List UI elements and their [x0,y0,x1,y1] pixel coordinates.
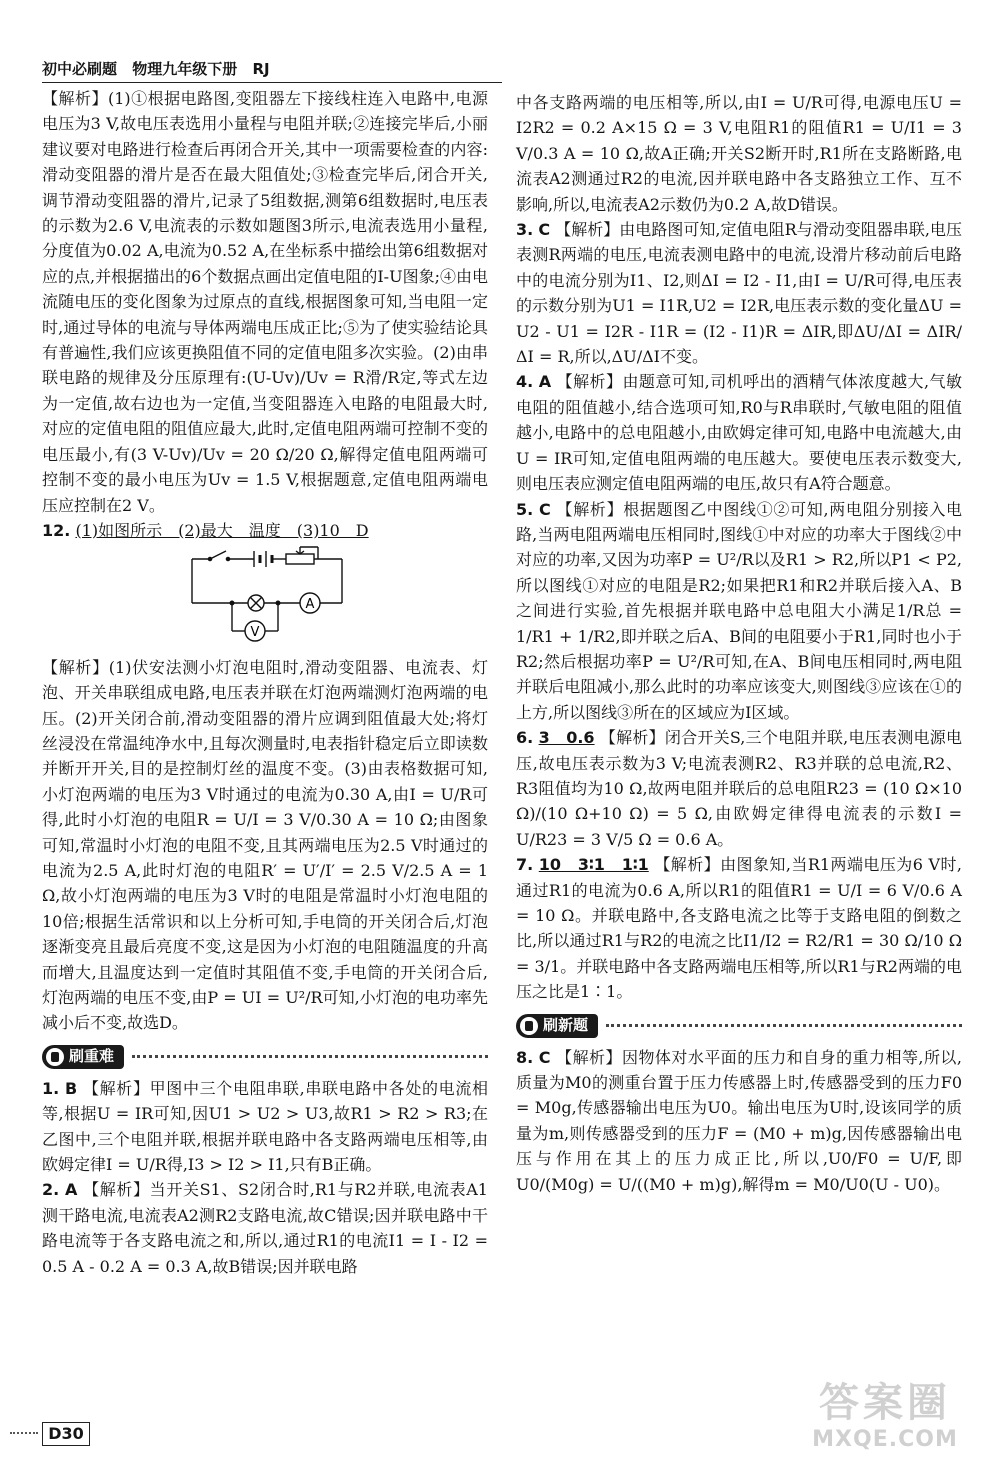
q8-item [516,1045,962,1197]
section-new-label: 刷新题 [543,1015,589,1034]
q6-item [516,725,962,852]
section-hard [42,1042,488,1072]
q5-answer: C [539,499,551,519]
section-badge-hard [42,1045,124,1069]
q8-number: 8. [516,1047,534,1067]
q2-answer: A [64,1180,78,1200]
q2-analysis-continued: 中各支路两端的电压相等,所以,由I = U/R可得,电源电压U = I2R2 = 0.2 A×15 Ω = 3 V,电阻R1的阻值R1 = U/I1 = 3 V/0.3 A = 10 Ω,故A正确;开关S2断开时,R1所在支路断路,电流表A2测通过R2的电流,因并联电路中各支路独立工作、互不影响,所以,电流表A2示数仍为0.2 A,故D错误。 [516,93,962,214]
q7-analysis: 【解析】由图象知,当R1两端电压为6 V时,通过R1的电流为0.6 A,所以R1的阻值R1 = U/I = 6 V/0.6 A = 10 Ω。并联电路中,各支路电流之比等于支路电阻的倒数之比,所以通过R1与R2的电流之比I1/I2 = R2/R1 = 30 Ω/10 Ω = 3/1。并联电路中各支路两端电压相等,所以R1与R2两端的电压之比是1∶1。 [516,855,962,1002]
q5-number: 5. [516,499,534,519]
subject-title: 物理九年级下册 [132,60,238,78]
q3-answer: C [538,220,551,240]
page-number: D30 [42,1422,90,1446]
q1-answer: B [64,1078,78,1098]
watermark [780,1380,990,1460]
dotted-divider [606,1024,962,1027]
q12-number: 12. [42,520,71,540]
side-dotted-line [10,1432,38,1434]
ammeter-label: A [305,597,315,613]
q5-item [516,497,962,726]
dotted-divider [132,1055,488,1058]
left-column [42,86,488,1279]
q2-item [42,1177,488,1279]
circuit-svg [182,545,352,643]
section-new [516,1011,962,1041]
right-column [516,90,962,1197]
circuit-diagram [182,545,488,650]
q4-number: 4. [516,372,534,392]
q4-answer: A [538,372,552,392]
running-header [42,58,502,83]
q1-item [42,1076,488,1178]
q12-answer: (1)如图所示 (2)最大 温度 (3)10 D [75,520,369,540]
watermark-url: MXQE.COM [812,1427,958,1452]
series-title: 初中必刷题 [42,60,118,78]
q12-answer-line [42,518,488,543]
q7-item [516,852,962,1004]
q11-analysis: 【解析】(1)①根据电路图,变阻器左下接线柱连入电路中,电源电压为3 V,故电压表选用小量程与电阻并联;②连接完毕后,小丽建议要对电路进行检查后再闭合开关,其中一项需要检查的内容:滑动变阻器的滑片是否在最大阻值处;③检查完毕后,闭合开关,调节滑动变阻器的滑片,记录了5组数据,测第6组数据时,电压表的示数为2.6 V,电流表的示数如题图3所示,电流表选用小量程,分度值为0.02 A,电流为0.52 A,在坐标系中描绘出第6组数据对应的点,并根据描出的6个数据点画出定值电阻的I-U图象;④由电流随电压的变化图象为过原点的直线,根据图象可知,当电阻一定时,通过导体的电流与导体两端电压成正比;⑤为了使实验结论具有普遍性,我们应该更换阻值不同的定值电阻多次实验。(2)由串联电路的规律及分压原理有:(U-Uv)/Uv = R滑/R定,等式左边为一定值,故右边也为一定值,当变阻器连入电路的电阻最大时,对应的定值电阻的阻值应最大,此时,定值电阻两端可控制不变的电压最小,有(3 V-Uv)/Uv = 20 Ω/20 Ω,解得定值电阻两端可控制不变的最小电压为Uv = 1.5 V,根据题意,定值电阻两端电压应控制在2 V。 [42,89,488,515]
q8-analysis: 【解析】因物体对水平面的压力和自身的重力相等,所以,质量为M0的测重台置于压力传感器上时,传感器受到的压力F0 = M0g,传感器输出电压为U0。输出电压为U时,设该同学的质量为m,则传感器受到的压力F = (M0 + m)g,因传感器输出电压与作用在其上的压力成正比,所以,U0/F0 = U/F,即U0/(M0g) = U/((M0 + m)g),解得m = M0/U0(U - U0)。 [516,1047,962,1194]
q4-analysis: 【解析】由题意可知,司机呼出的酒精气体浓度越大,气敏电阻的阻值越小,结合选项可知,R0与R串联时,气敏电阻的阻值越小,电路中的总电阻越小,由欧姆定律可知,电路中电流越大,由U = IR可知,定值电阻两端的电压越大。要使电压表示数变大,则电压表应测定值电阻两端的电压,故只有A符合题意。 [516,372,962,494]
q3-number: 3. [516,220,534,240]
q2-number: 2. [42,1180,60,1200]
q2-analysis: 【解析】当开关S1、S2闭合时,R1与R2并联,电流表A1测干路电流,电流表A2测R2支路电流,故C错误;因并联电路中干路电流等于各支路电流之和,所以,通过R1的电流I1 = I - I2 = 0.5 A - 0.2 A = 0.3 A,故B错误;因并联电路 [42,1180,488,1276]
watermark-logo-text: 答案圈 [819,1380,951,1426]
q12-analysis: 【解析】(1)伏安法测小灯泡电阻时,滑动变阻器、电流表、灯泡、开关串联组成电路,电压表并联在灯泡两端测灯泡两端的电压。(2)开关闭合前,滑动变阻器的滑片应调到阻值最大处;将灯丝浸没在常温纯净水中,且每次测量时,电表指针稳定后立即读数并断开开关,目的是控制灯丝的温度不变。(3)由表格数据可知,小灯泡两端的电压为3 V时通过的电流为0.30 A,由I = U/R可得,此时小灯泡的电阻R = U/I = 3 V/0.30 A = 10 Ω;由图象可知,常温时小灯泡的电阻不变,且其两端电压为2.5 V时通过的电流为2.5 A,此时灯泡的电阻R′ = U′/I′ = 2.5 V/2.5 A = 1 Ω,故小灯泡两端的电压为3 V时的电阻是常温时小灯泡电阻的10倍;根据生活常识和以上分析可知,手电筒的开关闭合后,灯泡逐渐变亮且最后亮度不变,这是因为小灯泡的电阻随温度的升高而增大,且温度达到一定值时其阻值不变,手电筒的开关闭合后,灯泡两端的电压不变,由P = UI = U²/R可知,小灯泡的电功率先减小后不变,故选D。 [42,657,488,1033]
section-hard-label: 刷重难 [69,1047,115,1066]
q1-analysis: 【解析】甲图中三个电阻串联,串联电路中各处的电流相等,根据U = IR可知,因U1 > U2 > U3,故R1 > R2 > R3;在乙图中,三个电阻并联,根据并联电路中各支路两端电压相等,由欧姆定律I = U/R得,I3 > I2 > I1,只有B正确。 [42,1078,489,1175]
q3-item [516,217,962,369]
q7-answer: 10 3∶1 1∶1 [538,855,649,875]
q6-analysis: 【解析】闭合开关S,三个电阻并联,电压表测电源电压,故电压表示数为3 V;电流表测R2、R3并联的总电流,R2、R3阻值均为10 Ω,故两电阻并联后的总电阻R23 = (10 Ω×10 Ω)/(10 Ω+10 Ω) = 5 Ω,由欧姆定律得电流表的示数I = U/R23 = 3 V/5 Ω = 0.6 A。 [516,728,962,849]
q4-item [516,369,962,496]
voltmeter-label: V [250,625,260,641]
q7-number: 7. [516,855,534,875]
q3-analysis: 【解析】由电路图可知,定值电阻R与滑动变阻器串联,电压表测R两端的电压,电流表测电路中的电流,设滑片移动前后电路中的电流分别为I1、I2,则ΔI = I2 - I1,由I = U/R可得,电压表的示数分别为U1 = I1R,U2 = I2R,电压表示数的变化量ΔU = U2 - U1 = I2R - I1R = (I2 - I1)R = ΔIR,即ΔU/ΔI = ΔIR/ΔI = R,所以,ΔU/ΔI不变。 [516,220,962,367]
q6-number: 6. [516,728,534,748]
q5-analysis: 【解析】根据题图乙中图线①②可知,两电阻分别接入电路,当两电阻两端电压相同时,图线①中对应的功率大于图线②中对应的功率,又因为功率P = U²/R以及R1 > R2,所以P1 < P2,所以图线①对应的电阻是R2;如果把R1和R2并联后接入A、B之间进行实验,首先根据并联电路中总电阻大小满足1/R总 = 1/R1 + 1/R2,即并联之后A、B间的电阻要小于R1,同时也小于R2;然后根据功率P = U²/R可知,在A、B间电压相同时,两电阻并联后电阻减小,那么此时的功率应该变大,则图线③应该在①的上方,所以图线③所在的区域应为Ⅰ区域。 [516,499,963,722]
edition-label: RJ [252,60,270,78]
q1-number: 1. [42,1078,60,1098]
brush-icon [46,1048,64,1066]
q8-answer: C [538,1047,551,1067]
brush-icon [520,1017,538,1035]
section-badge-new [516,1014,598,1038]
q6-answer: 3 0.6 [538,728,595,748]
